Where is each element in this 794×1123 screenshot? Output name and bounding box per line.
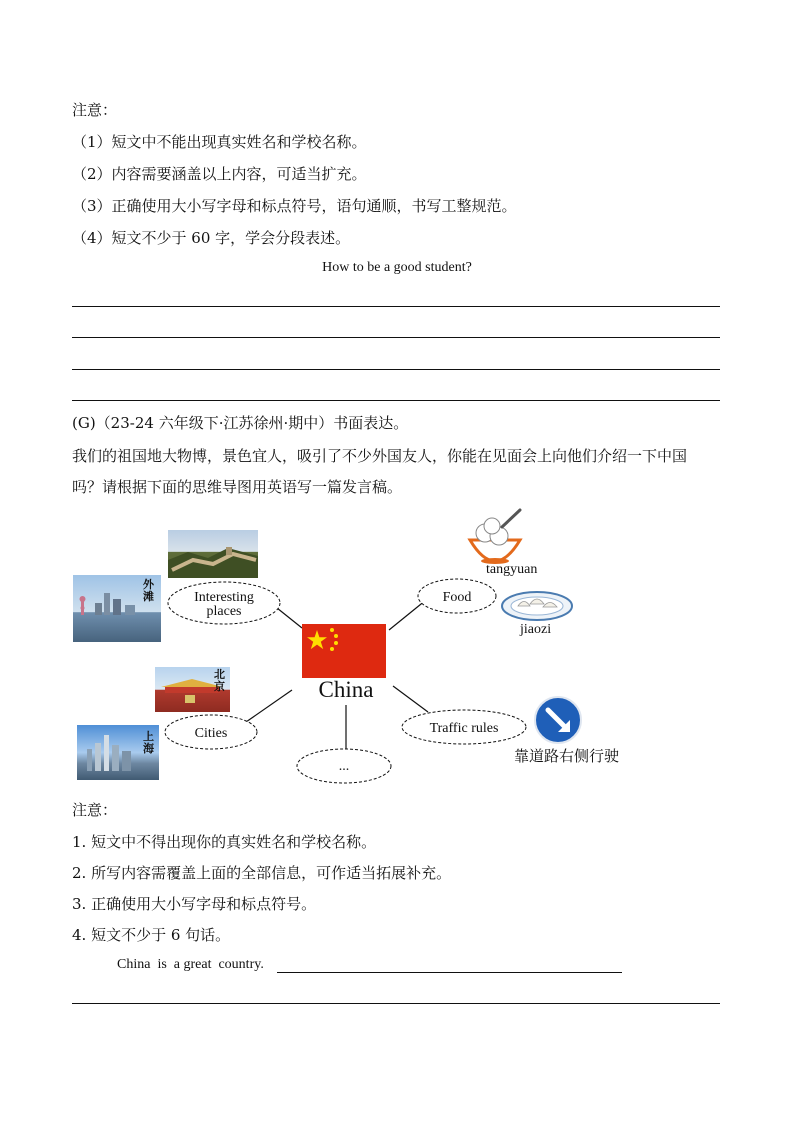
beijing-photo	[155, 667, 230, 712]
label-keep-right: 靠道路右侧行驶	[514, 747, 620, 765]
label-more: ...	[338, 759, 350, 774]
waitan-caption: 外滩	[143, 578, 154, 603]
shanghai-photo	[77, 725, 159, 780]
note-item: 2. 所写内容需覆盖上面的全部信息，可作适当拓展补充。	[72, 864, 452, 882]
china-flag-icon	[302, 624, 386, 678]
label-cities: Cities	[194, 726, 228, 741]
great-wall-photo	[168, 530, 258, 578]
notes-title: 注意：	[72, 101, 118, 119]
label-tangyuan: tangyuan	[486, 562, 538, 577]
tangyuan-bowl-icon	[470, 510, 520, 564]
note-item: （2）内容需要涵盖以上内容，可适当扩充。	[72, 165, 367, 183]
writing-line[interactable]	[277, 972, 622, 973]
note-item: （3）正确使用大小写字母和标点符号，语句通顺，书写工整规范。	[72, 197, 517, 215]
essay-starter: China is a great country.	[117, 957, 264, 972]
notes-title: 注意：	[72, 801, 118, 819]
label-jiaozi: jiaozi	[520, 622, 552, 637]
note-item: （4）短文不少于 60 字，学会分段表述。	[72, 229, 351, 247]
note-item: 4. 短文不少于 6 句话。	[72, 926, 231, 944]
note-item: 3. 正确使用大小写字母和标点符号。	[72, 895, 317, 913]
jiaozi-plate-icon	[502, 592, 572, 620]
label-places: places	[206, 604, 242, 619]
prompt-text: 我们的祖国地大物博，景色宜人，吸引了不少外国友人，你能在见面会上向他们介绍一下中国	[72, 447, 688, 465]
note-item: 1. 短文中不得出现你的真实姓名和学校名称。	[72, 833, 377, 851]
question-heading: (G)（23-24 六年级下·江苏徐州·期中）书面表达。	[72, 414, 409, 432]
label-interesting: Interesting	[194, 590, 254, 605]
keep-right-sign-icon	[535, 697, 581, 743]
shanghai-caption: 上海	[143, 730, 154, 755]
essay-title: How to be a good student?	[322, 260, 472, 275]
label-traffic-rules: Traffic rules	[429, 721, 499, 736]
center-label-china: China	[318, 677, 374, 702]
note-item: （1）短文中不能出现真实姓名和学校名称。	[72, 133, 367, 151]
label-food: Food	[442, 590, 472, 605]
waitan-photo	[73, 575, 161, 642]
beijing-caption: 北京	[214, 668, 225, 693]
writing-line[interactable]	[72, 1003, 720, 1004]
prompt-text: 吗？请根据下面的思维导图用英语写一篇发言稿。	[72, 478, 403, 496]
